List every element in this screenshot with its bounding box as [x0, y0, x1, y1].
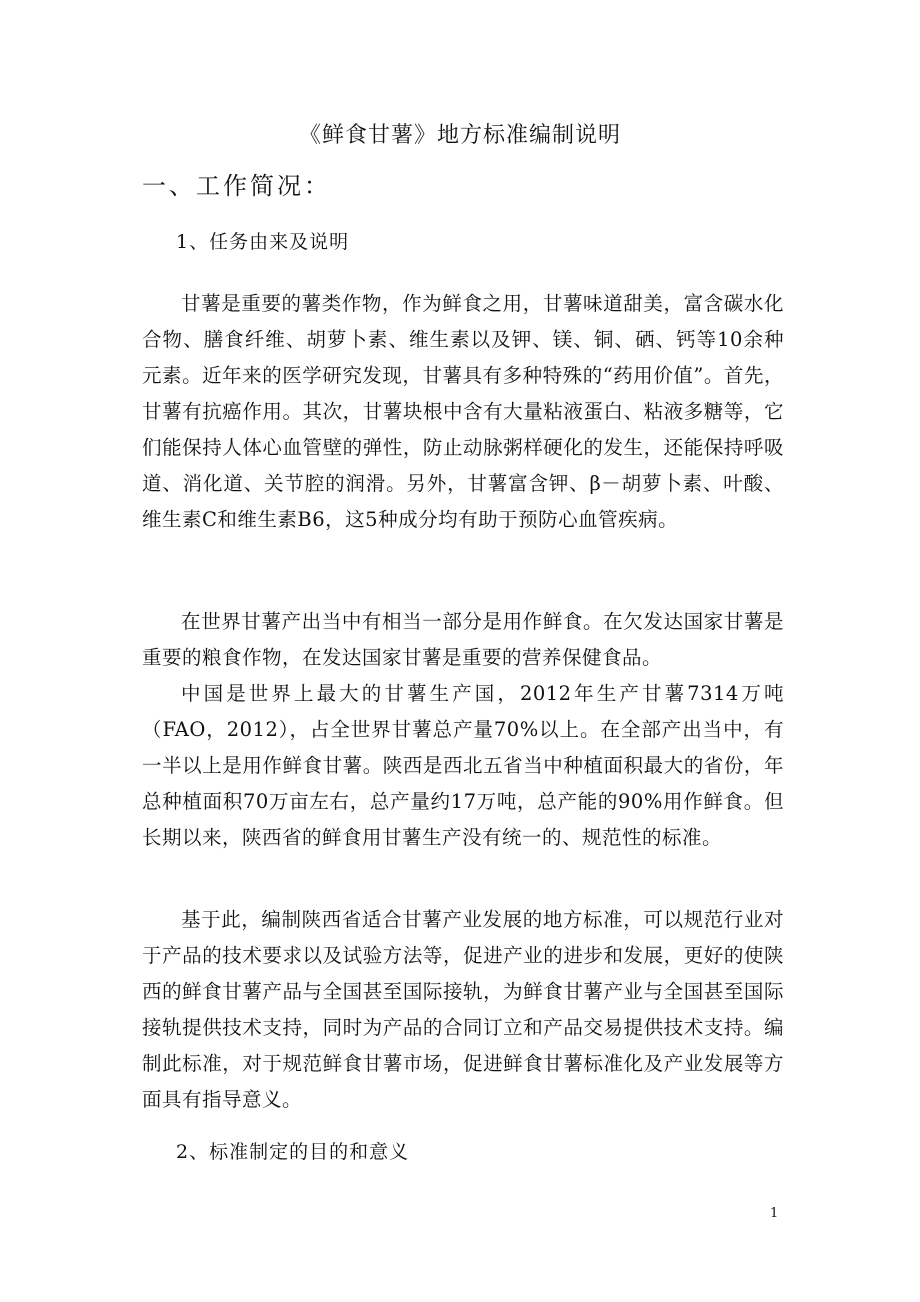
paragraph-china-production: 中国是世界上最大的甘薯生产国，2012年生产甘薯7314万吨（FAO，2012），占全世界甘薯总产量70%以上。在全部产出当中，有一半以上是用作鲜食甘薯。陕西是西北五省当中种植面积最大的省份，年总种植面积70万亩左右，总产量约17万吨，总产能的90%用作鲜食。但长期以来，陕西省的鲜食用甘薯生产没有统一的、规范性的标准。	[142, 682, 784, 849]
section-heading-work-overview: 一、工作简况：	[142, 172, 331, 200]
document-title: 《鲜食甘薯》地方标准编制说明	[298, 123, 621, 148]
subsection-heading-goals-significance: 2、标准制定的目的和意义	[176, 1141, 410, 1163]
paragraph-standard-purpose: 基于此，编制陕西省适合甘薯产业发展的地方标准，可以规范行业对于产品的技术要求以及试验方法等，促进产业的进步和发展，更好的使陕西的鲜食甘薯产品与全国甚至国际接轨，为鲜食甘薯产业与全国甚至国际接轨提供技术支持，同时为产品的合同订立和产品交易提供技术支持。编制此标准，对于规范鲜食甘薯市场，促进鲜食甘薯标准化及产业发展等方面具有指导意义。	[142, 908, 784, 1111]
paragraph-sweet-potato-value: 甘薯是重要的薯类作物，作为鲜食之用，甘薯味道甜美，富含碳水化合物、膳食纤维、胡萝卜素、维生素以及钾、镁、铜、硒、钙等10余种元素。近年来的医学研究发现，甘薯具有多种特殊的“药用价值”。首先，甘薯有抗癌作用。其次，甘薯块根中含有大量粘液蛋白、粘液多糖等，它们能保持人体心血管壁的弹性，防止动脉粥样硬化的发生，还能保持呼吸道、消化道、关节腔的润滑。另外，甘薯富含钾、β－胡萝卜素、叶酸、维生素C和维生素B6，这5种成分均有助于预防心血管疾病。	[142, 292, 784, 531]
paragraph-world-usage: 在世界甘薯产出当中有相当一部分是用作鲜食。在欠发达国家甘薯是重要的粮食作物，在发达国家甘薯是重要的营养保健食品。	[142, 610, 784, 669]
subsection-heading-task-origin: 1、任务由来及说明	[176, 231, 350, 253]
page-number: 1	[770, 1206, 779, 1221]
